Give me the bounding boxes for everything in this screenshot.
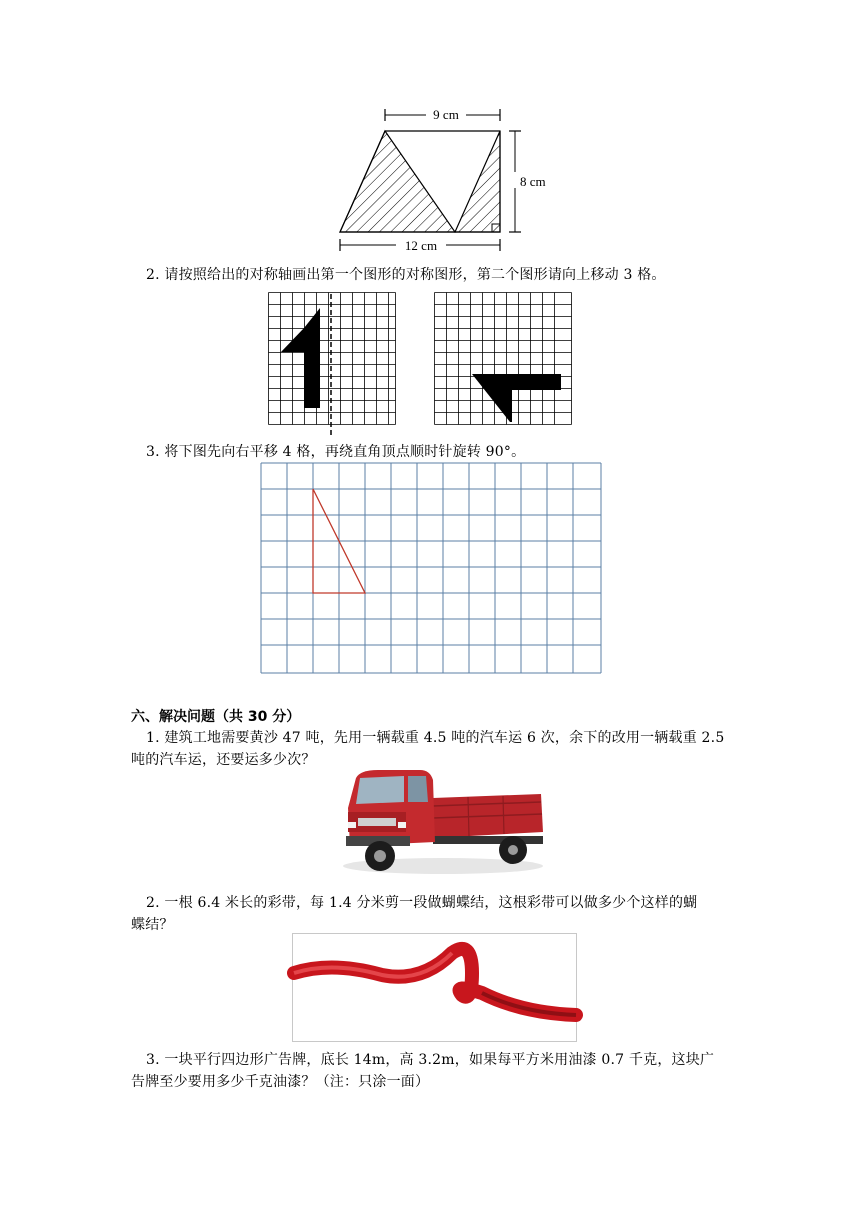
problem-line: 建筑工地需要黄沙 47 吨，先用一辆载重 4.5 吨的汽车运 6 次，余下的改用一辆载重 2.5	[164, 730, 725, 746]
top-dimension-label: 9 cm	[433, 107, 459, 122]
flag-shape	[281, 308, 320, 408]
section-title: 六、解决问题（共 30 分）	[131, 709, 301, 725]
problem-line: 吨的汽车运，还要运多少次？	[131, 752, 316, 768]
problem-line: 告牌至少要用多少千克油漆？（注：只涂一面）	[131, 1074, 430, 1090]
grid-lines	[269, 293, 396, 425]
question-3	[146, 441, 846, 463]
rotation-grid	[260, 462, 604, 676]
trapezoid-figure	[330, 100, 546, 260]
shaded-right-triangle	[455, 131, 500, 232]
problem-1: 1. 建筑工地需要黄沙 47 吨，先用一辆载重 4.5 吨的汽车运 6 次，余下的改用一辆载重 2.5 吨的汽车运，还要运多少次？	[131, 727, 741, 771]
question-2	[146, 264, 846, 286]
question-text: 请按照给出的对称轴画出第一个图形的对称图形，第二个图形请向上移动 3 格。	[164, 267, 666, 283]
problem-line: 一根 6.4 米长的彩带，每 1.4 分米剪一段做蝴蝶结，这根彩带可以做多少个这样的蝴	[164, 895, 698, 911]
problem-2: 2. 一根 6.4 米长的彩带，每 1.4 分米剪一段做蝴蝶结，这根彩带可以做多少个这样的蝴 蝶结？	[131, 892, 741, 936]
l-shape	[472, 374, 561, 422]
shaded-left-triangle	[340, 131, 455, 232]
symmetry-grid	[268, 292, 398, 437]
question-text: 将下图先向右平移 4 格，再绕直角顶点顺时针旋转 90°。	[164, 444, 526, 460]
truck-image	[338, 766, 548, 878]
translation-grid	[434, 292, 574, 427]
right-dimension-label: 8 cm	[520, 174, 546, 189]
problem-line: 蝶结？	[131, 917, 174, 933]
bottom-dimension-label: 12 cm	[404, 238, 438, 253]
question-number: 3.	[146, 444, 160, 460]
grid-lines	[261, 463, 601, 673]
question-number: 2.	[146, 267, 160, 283]
ribbon-image	[292, 933, 578, 1043]
problem-line: 一块平行四边形广告牌，底长 14m，高 3.2m，如果每平方米用油漆 0.7 千克，这块广	[164, 1052, 715, 1068]
problem-3: 3. 一块平行四边形广告牌，底长 14m，高 3.2m，如果每平方米用油漆 0.7 千克，这块广 告牌至少要用多少千克油漆？（注：只涂一面）	[131, 1049, 741, 1093]
